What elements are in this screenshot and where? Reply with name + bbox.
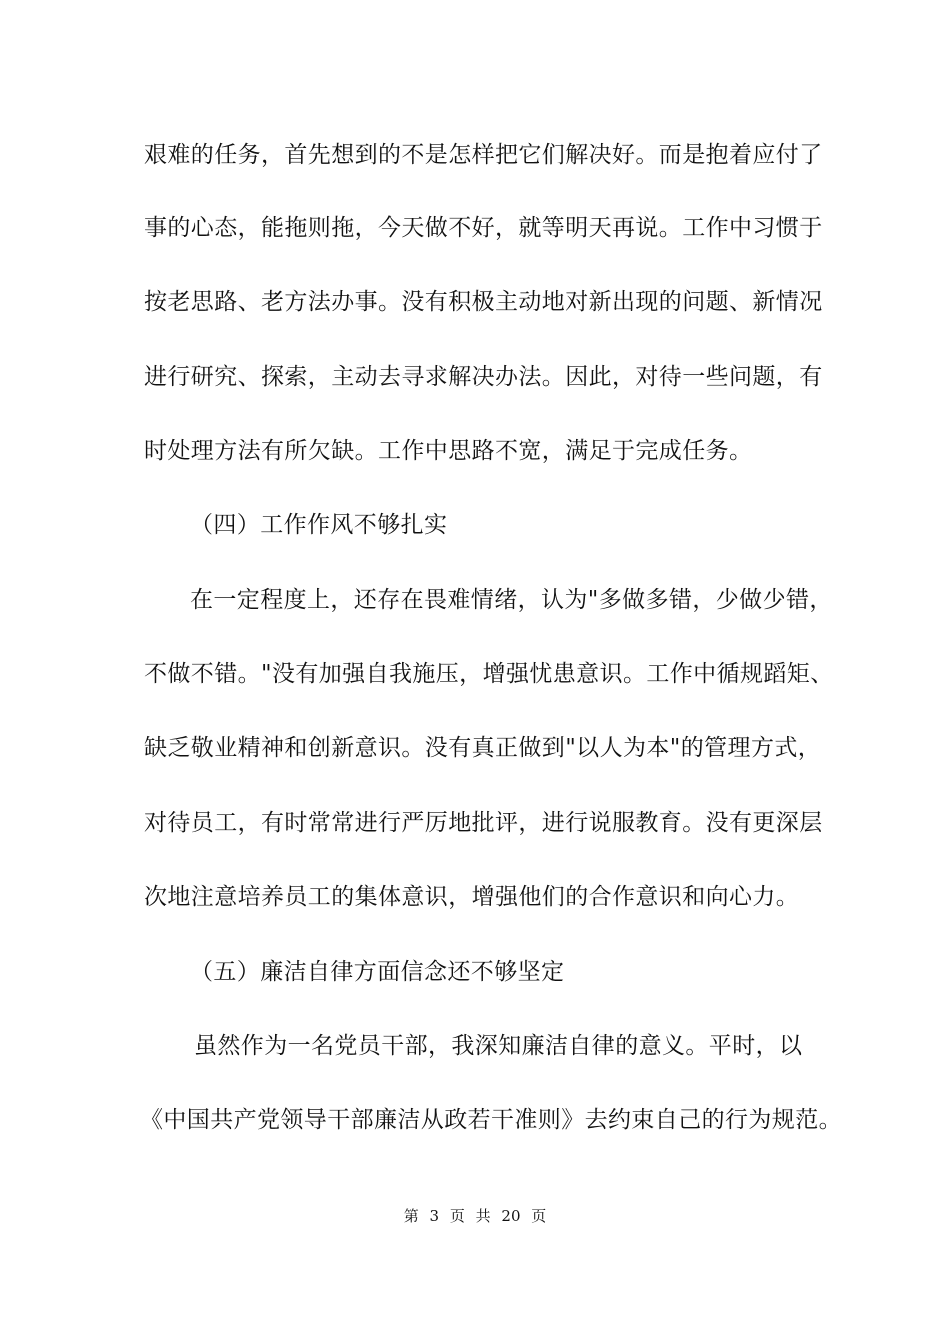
body-text-line: 虽然作为一名党员干部，我深知廉洁自律的意义。平时，以: [194, 1033, 803, 1059]
body-text-line: 在一定程度上，还存在畏难情绪，认为"多做多错，少做少错，: [190, 587, 833, 613]
footer-prefix: 第: [403, 1207, 419, 1225]
body-text-line: 时处理方法有所欠缺。工作中思路不宽，满足于完成任务。: [144, 438, 753, 464]
footer-current-page: 3: [429, 1207, 440, 1225]
body-text-line: 对待员工，有时常常进行严厉地批评，进行说服教育。没有更深层: [144, 810, 823, 836]
footer-total-prefix: 共: [475, 1207, 491, 1225]
body-text-line: 按老思路、老方法办事。没有积极主动地对新出现的问题、新情况: [144, 289, 823, 315]
footer-suffix: 页: [531, 1207, 547, 1225]
body-text-line: 《中国共产党领导干部廉洁从政若干准则》去约束自己的行为规范。: [140, 1107, 842, 1133]
body-text-line: 进行研究、探索，主动去寻求解决办法。因此，对待一些问题，有: [144, 364, 823, 390]
footer-total-pages: 20: [501, 1207, 521, 1225]
section-heading: （四）工作作风不够扎实: [190, 512, 448, 538]
body-text-line: 缺乏敬业精神和创新意识。没有真正做到"以人为本"的管理方式，: [144, 735, 822, 761]
body-text-line: 次地注意培养员工的集体意识，增强他们的合作意识和向心力。: [144, 884, 800, 910]
page-footer: [0, 1206, 950, 1226]
body-text-line: 不做不错。"没有加强自我施压，增强忧患意识。工作中循规蹈矩、: [144, 661, 834, 687]
footer-page-word: 页: [449, 1207, 465, 1225]
body-text-line: 事的心态，能拖则拖，今天做不好，就等明天再说。工作中习惯于: [144, 215, 823, 241]
section-heading: （五）廉洁自律方面信念还不够坚定: [190, 959, 565, 985]
body-text-line: 艰难的任务，首先想到的不是怎样把它们解决好。而是抱着应付了: [144, 142, 823, 168]
